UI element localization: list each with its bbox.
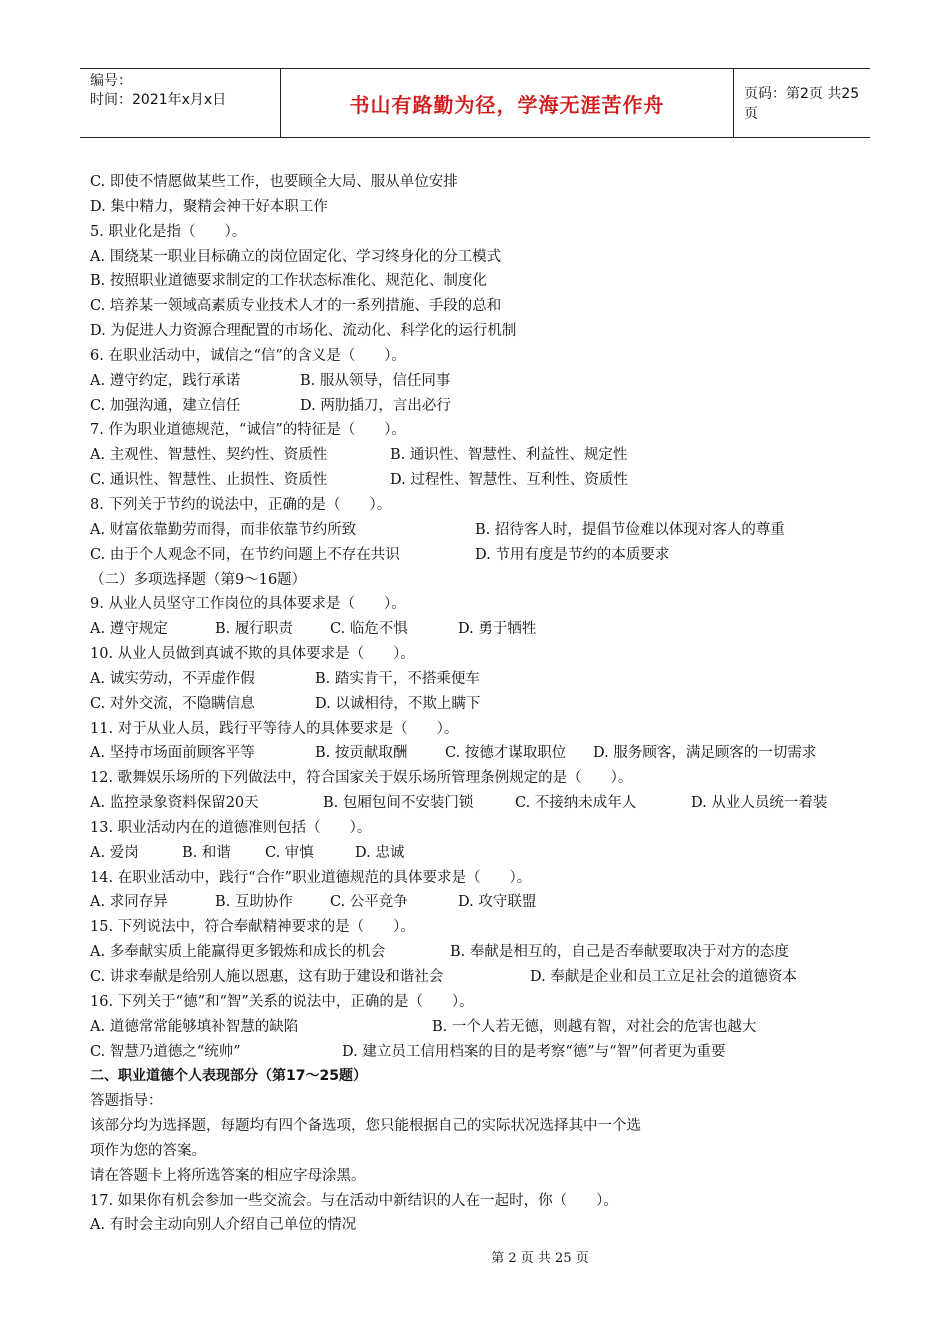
- text-line-q6: [90, 344, 870, 369]
- text-line-q14: [90, 866, 870, 891]
- option-text: A. 坚持市场面前顾客平等: [90, 745, 255, 762]
- option-text: B. 一个人若无德，则越有智，对社会的危害也越大: [432, 1018, 757, 1035]
- option-text: D. 奉献是企业和员工立足社会的道德资本: [530, 969, 797, 985]
- option-text: A. 诚实劳动，不弄虚作假: [90, 670, 255, 687]
- text-line-c-q4c: [90, 170, 870, 195]
- option-text: C. 审慎: [265, 844, 314, 861]
- line-text: A. 围绕某一职业目标确立的岗位固定化、学习终身化的分工模式: [90, 248, 502, 265]
- option-text: C. 不接纳未成年人: [515, 795, 637, 812]
- line-text: D. 为促进人力资源合理配置的市场化、流动化、科学化的运行机制: [90, 323, 517, 340]
- option-text: D. 建立员工信用档案的目的是考察“德”与“智”何者更为重要: [342, 1043, 726, 1060]
- option-text: C. 通识性、智慧性、止损性、资质性: [90, 472, 328, 489]
- page-header: [80, 68, 870, 138]
- option-text: D. 两肋插刀，言出必行: [300, 397, 451, 414]
- header-page-label: 页码：第2页 共25页: [744, 86, 860, 122]
- option-text: B. 招待客人时，提倡节俭难以体现对客人的尊重: [475, 521, 785, 538]
- option-text: C. 对外交流，不隐瞒信息: [90, 695, 255, 712]
- line-text: 12. 歌舞娱乐场所的下列做法中，符合国家关于娱乐场所管理条例规定的是（ ）。: [90, 770, 633, 787]
- option-text: C. 临危不惧: [330, 621, 408, 638]
- text-line-q6cd: [90, 394, 870, 419]
- header-right-cell: [732, 69, 870, 137]
- text-line-q5b: [90, 269, 870, 294]
- text-line-q8: [90, 493, 870, 518]
- text-line-sec2: [90, 568, 870, 593]
- text-line-q5: [90, 220, 870, 245]
- line-text: 17. 如果你有机会参加一些交流会。与在活动中新结识的人在一起时，你（ ）。: [90, 1192, 618, 1209]
- line-text: 15. 下列说法中，符合奉献精神要求的是（ ）。: [90, 919, 415, 936]
- text-line-q16cd: [90, 1040, 870, 1065]
- text-line-q15ab: [90, 940, 870, 965]
- text-line-q6ab: [90, 369, 870, 394]
- text-line-guide3: [90, 1164, 870, 1189]
- line-text: 14. 在职业活动中，践行“合作”职业道德规范的具体要求是（ ）。: [90, 869, 532, 886]
- option-text: D. 勇于牺牲: [458, 621, 537, 638]
- line-text: A. 有时会主动向别人介绍自己单位的情况: [90, 1217, 357, 1234]
- option-text: A. 主观性、智慧性、契约性、资质性: [90, 447, 328, 464]
- text-line-q10cd: [90, 692, 870, 717]
- document-body: [90, 170, 870, 1238]
- text-line-q7: [90, 418, 870, 443]
- text-line-q10ab: [90, 667, 870, 692]
- option-text: D. 攻守联盟: [458, 894, 537, 911]
- line-text: 9. 从业人员坚守工作岗位的具体要求是（ ）。: [90, 596, 406, 613]
- option-text: D. 节用有度是节约的本质要求: [475, 546, 670, 563]
- option-text: C. 公平竞争: [330, 894, 408, 911]
- line-text: D. 集中精力，聚精会神干好本职工作: [90, 198, 328, 215]
- option-text: B. 按贡献取酬: [315, 745, 408, 762]
- text-line-q11o: [90, 741, 870, 766]
- line-text: 16. 下列关于“德”和“智”关系的说法中，正确的是（ ）。: [90, 993, 474, 1010]
- text-line-q13o: [90, 841, 870, 866]
- text-line-c-q4d: [90, 195, 870, 220]
- header-left-cell: [80, 69, 280, 137]
- text-line-q15: [90, 915, 870, 940]
- option-text: D. 过程性、智慧性、互利性、资质性: [390, 472, 628, 489]
- option-text: B. 奉献是相互的，自己是否奉献要取决于对方的态度: [450, 944, 789, 961]
- text-line-q5d: [90, 319, 870, 344]
- option-text: C. 按德才谋取职位: [445, 745, 567, 762]
- text-line-guide: [90, 1089, 870, 1114]
- line-text: C. 即使不情愿做某些工作，也要顾全大局、服从单位安排: [90, 174, 458, 190]
- text-line-q13: [90, 816, 870, 841]
- header-center-cell: [280, 69, 734, 137]
- text-line-q7cd: [90, 468, 870, 493]
- line-text: 8. 下列关于节约的说法中，正确的是（ ）。: [90, 496, 392, 513]
- text-line-q10: [90, 642, 870, 667]
- line-text: C. 培养某一领域高素质专业技术人才的一系列措施、手段的总和: [90, 298, 502, 315]
- text-line-q8ab: [90, 518, 870, 543]
- text-line-q17: [90, 1189, 870, 1214]
- option-text: A. 财富依靠勤劳而得，而非依靠节约所致: [90, 521, 357, 538]
- document-number-label: 编号：: [90, 73, 132, 89]
- line-text: 6. 在职业活动中，诚信之“信”的含义是（ ）。: [90, 347, 407, 364]
- text-line-q12o: [90, 791, 870, 816]
- option-text: A. 遵守约定，践行承诺: [90, 372, 241, 389]
- option-text: C. 由于个人观念不同，在节约问题上不存在共识: [90, 546, 400, 563]
- option-text: D. 以诚相待，不欺上瞒下: [315, 695, 481, 712]
- line-text: 5. 职业化是指（ ）。: [90, 223, 247, 240]
- header-motto: 书山有路勤为径，学海无涯苦作舟: [349, 92, 665, 117]
- text-line-q5c: [90, 294, 870, 319]
- option-text: C. 加强沟通，建立信任: [90, 397, 241, 414]
- option-text: C. 智慧乃道德之“统帅”: [90, 1043, 241, 1060]
- text-line-q8cd: [90, 543, 870, 568]
- line-text: 项作为您的答案。: [90, 1142, 206, 1159]
- line-text: 13. 职业活动内在的道德准则包括（ ）。: [90, 819, 372, 836]
- option-text: A. 遵守规定: [90, 621, 168, 638]
- text-line-q12: [90, 766, 870, 791]
- text-line-q7ab: [90, 443, 870, 468]
- text-line-q5a: [90, 245, 870, 270]
- option-text: D. 从业人员统一着装: [691, 795, 828, 812]
- line-text: （二）多项选择题（第9～16题）: [90, 571, 307, 588]
- text-line-q9: [90, 592, 870, 617]
- option-text: B. 和谐: [182, 844, 231, 861]
- option-text: A. 道德常常能够填补智慧的缺陷: [90, 1018, 299, 1035]
- line-text: 请在答题卡上将所选答案的相应字母涂黑。: [90, 1167, 366, 1184]
- text-line-q14o: [90, 890, 870, 915]
- page-footer: [0, 1247, 950, 1266]
- option-text: B. 通识性、智慧性、利益性、规定性: [390, 447, 628, 464]
- option-text: D. 服务顾客，满足顾客的一切需求: [593, 745, 817, 762]
- option-text: B. 包厢包间不安装门锁: [323, 795, 474, 812]
- option-text: B. 履行职责: [215, 621, 293, 638]
- text-line-part2: [90, 1064, 870, 1089]
- footer-page-number: 第 2 页 共 25 页: [491, 1251, 589, 1266]
- option-text: B. 踏实肯干，不搭乘便车: [315, 670, 480, 687]
- line-text: 10. 从业人员做到真诚不欺的具体要求是（ ）。: [90, 646, 415, 663]
- text-line-q15cd: [90, 965, 870, 990]
- option-text: A. 监控录象资料保留20天: [90, 795, 259, 812]
- option-text: C. 讲求奉献是给别人施以恩惠，这有助于建设和谐社会: [90, 969, 444, 985]
- line-text: 该部分均为选择题，每题均有四个备选项，您只能根据自己的实际状况选择其中一个选: [90, 1118, 641, 1135]
- option-text: A. 爱岗: [90, 844, 139, 861]
- line-text: 二、职业道德个人表现部分（第17～25题）: [90, 1068, 367, 1085]
- option-text: B. 互助协作: [215, 894, 293, 911]
- option-text: A. 求同存异: [90, 894, 168, 911]
- text-line-q16: [90, 990, 870, 1015]
- line-text: 答题指导：: [90, 1093, 163, 1110]
- text-line-guide1: [90, 1114, 870, 1139]
- line-text: 7. 作为职业道德规范，“诚信”的特征是（ ）。: [90, 422, 407, 439]
- document-date-label: 时间：2021年x月x日: [90, 92, 227, 108]
- text-line-q16ab: [90, 1015, 870, 1040]
- option-text: A. 多奉献实质上能赢得更多锻炼和成长的机会: [90, 944, 386, 961]
- text-line-guide2: [90, 1139, 870, 1164]
- line-text: 11. 对于从业人员，践行平等待人的具体要求是（ ）。: [90, 720, 459, 737]
- text-line-q9o: [90, 617, 870, 642]
- option-text: B. 服从领导，信任同事: [300, 372, 451, 389]
- option-text: D. 忠诚: [355, 844, 405, 861]
- text-line-q11: [90, 717, 870, 742]
- text-line-q17a: [90, 1213, 870, 1238]
- line-text: B. 按照职业道德要求制定的工作状态标准化、规范化、制度化: [90, 273, 487, 290]
